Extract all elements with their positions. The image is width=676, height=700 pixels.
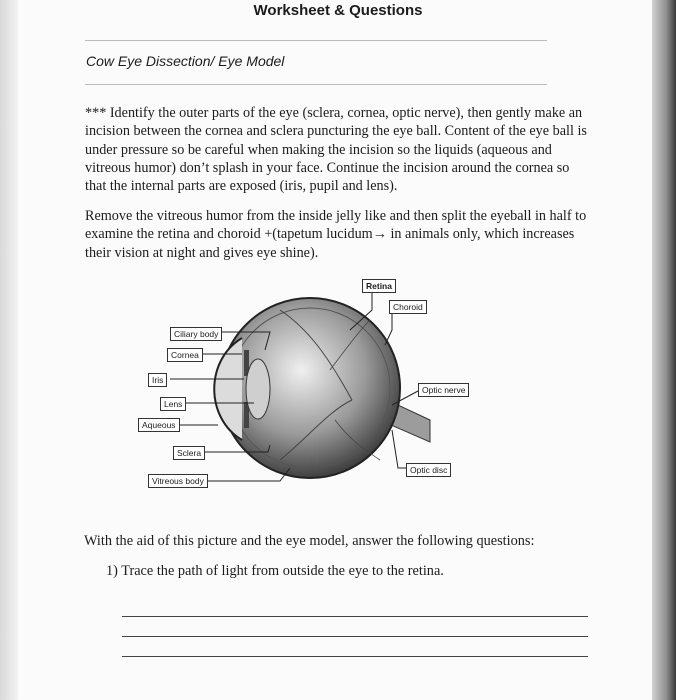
worksheet-subtitle: Cow Eye Dissection/ Eye Model: [86, 53, 285, 69]
question-1: 1) Trace the path of light from outside the eye to the retina.: [106, 563, 444, 579]
label-iris: Iris: [148, 373, 167, 387]
page-header: Worksheet & Questions: [253, 2, 423, 19]
instruction-paragraph-2: Remove the vitreous humor from the inside jelly like and then split the eyeball in half to examine the retina and choroid +(tapetum lucidum→ in animals only, which increases their vision at night and gives eye shine).: [85, 208, 587, 261]
label-choroid: Choroid: [389, 300, 427, 314]
answer-line-2[interactable]: [122, 636, 588, 637]
subtitle-rule: [85, 84, 547, 85]
eye-diagram: [130, 270, 510, 495]
label-retina: Retina: [362, 279, 396, 293]
label-sclera: Sclera: [173, 446, 205, 460]
label-aqueous: Aqueous: [138, 418, 180, 432]
question-intro: With the aid of this picture and the eye model, answer the following questions:: [84, 533, 535, 549]
instruction-paragraph-1: *** Identify the outer parts of the eye (sclera, cornea, optic nerve), then gently make an incision between the cornea and sclera puncturing the eye ball. Content of the eye ball is under pressure so be careful when making the incision so the liquids (aqueous and vitreous humor) don’t splash in your face. Continue the incision around the cornea so that the internal parts are exposed (iris, pupil and lens).: [85, 105, 587, 195]
label-cornea: Cornea: [167, 348, 203, 362]
page-shadow-left: [0, 0, 18, 700]
answer-line-1[interactable]: [122, 616, 588, 617]
header-rule: [85, 40, 547, 41]
label-ciliary-body: Ciliary body: [170, 327, 222, 341]
label-optic-nerve: Optic nerve: [418, 383, 469, 397]
label-optic-disc: Optic disc: [406, 463, 451, 477]
answer-line-3[interactable]: [122, 656, 588, 657]
page-edge-right: [652, 0, 676, 700]
label-vitreous-body: Vitreous body: [148, 474, 208, 488]
label-lens: Lens: [160, 397, 186, 411]
